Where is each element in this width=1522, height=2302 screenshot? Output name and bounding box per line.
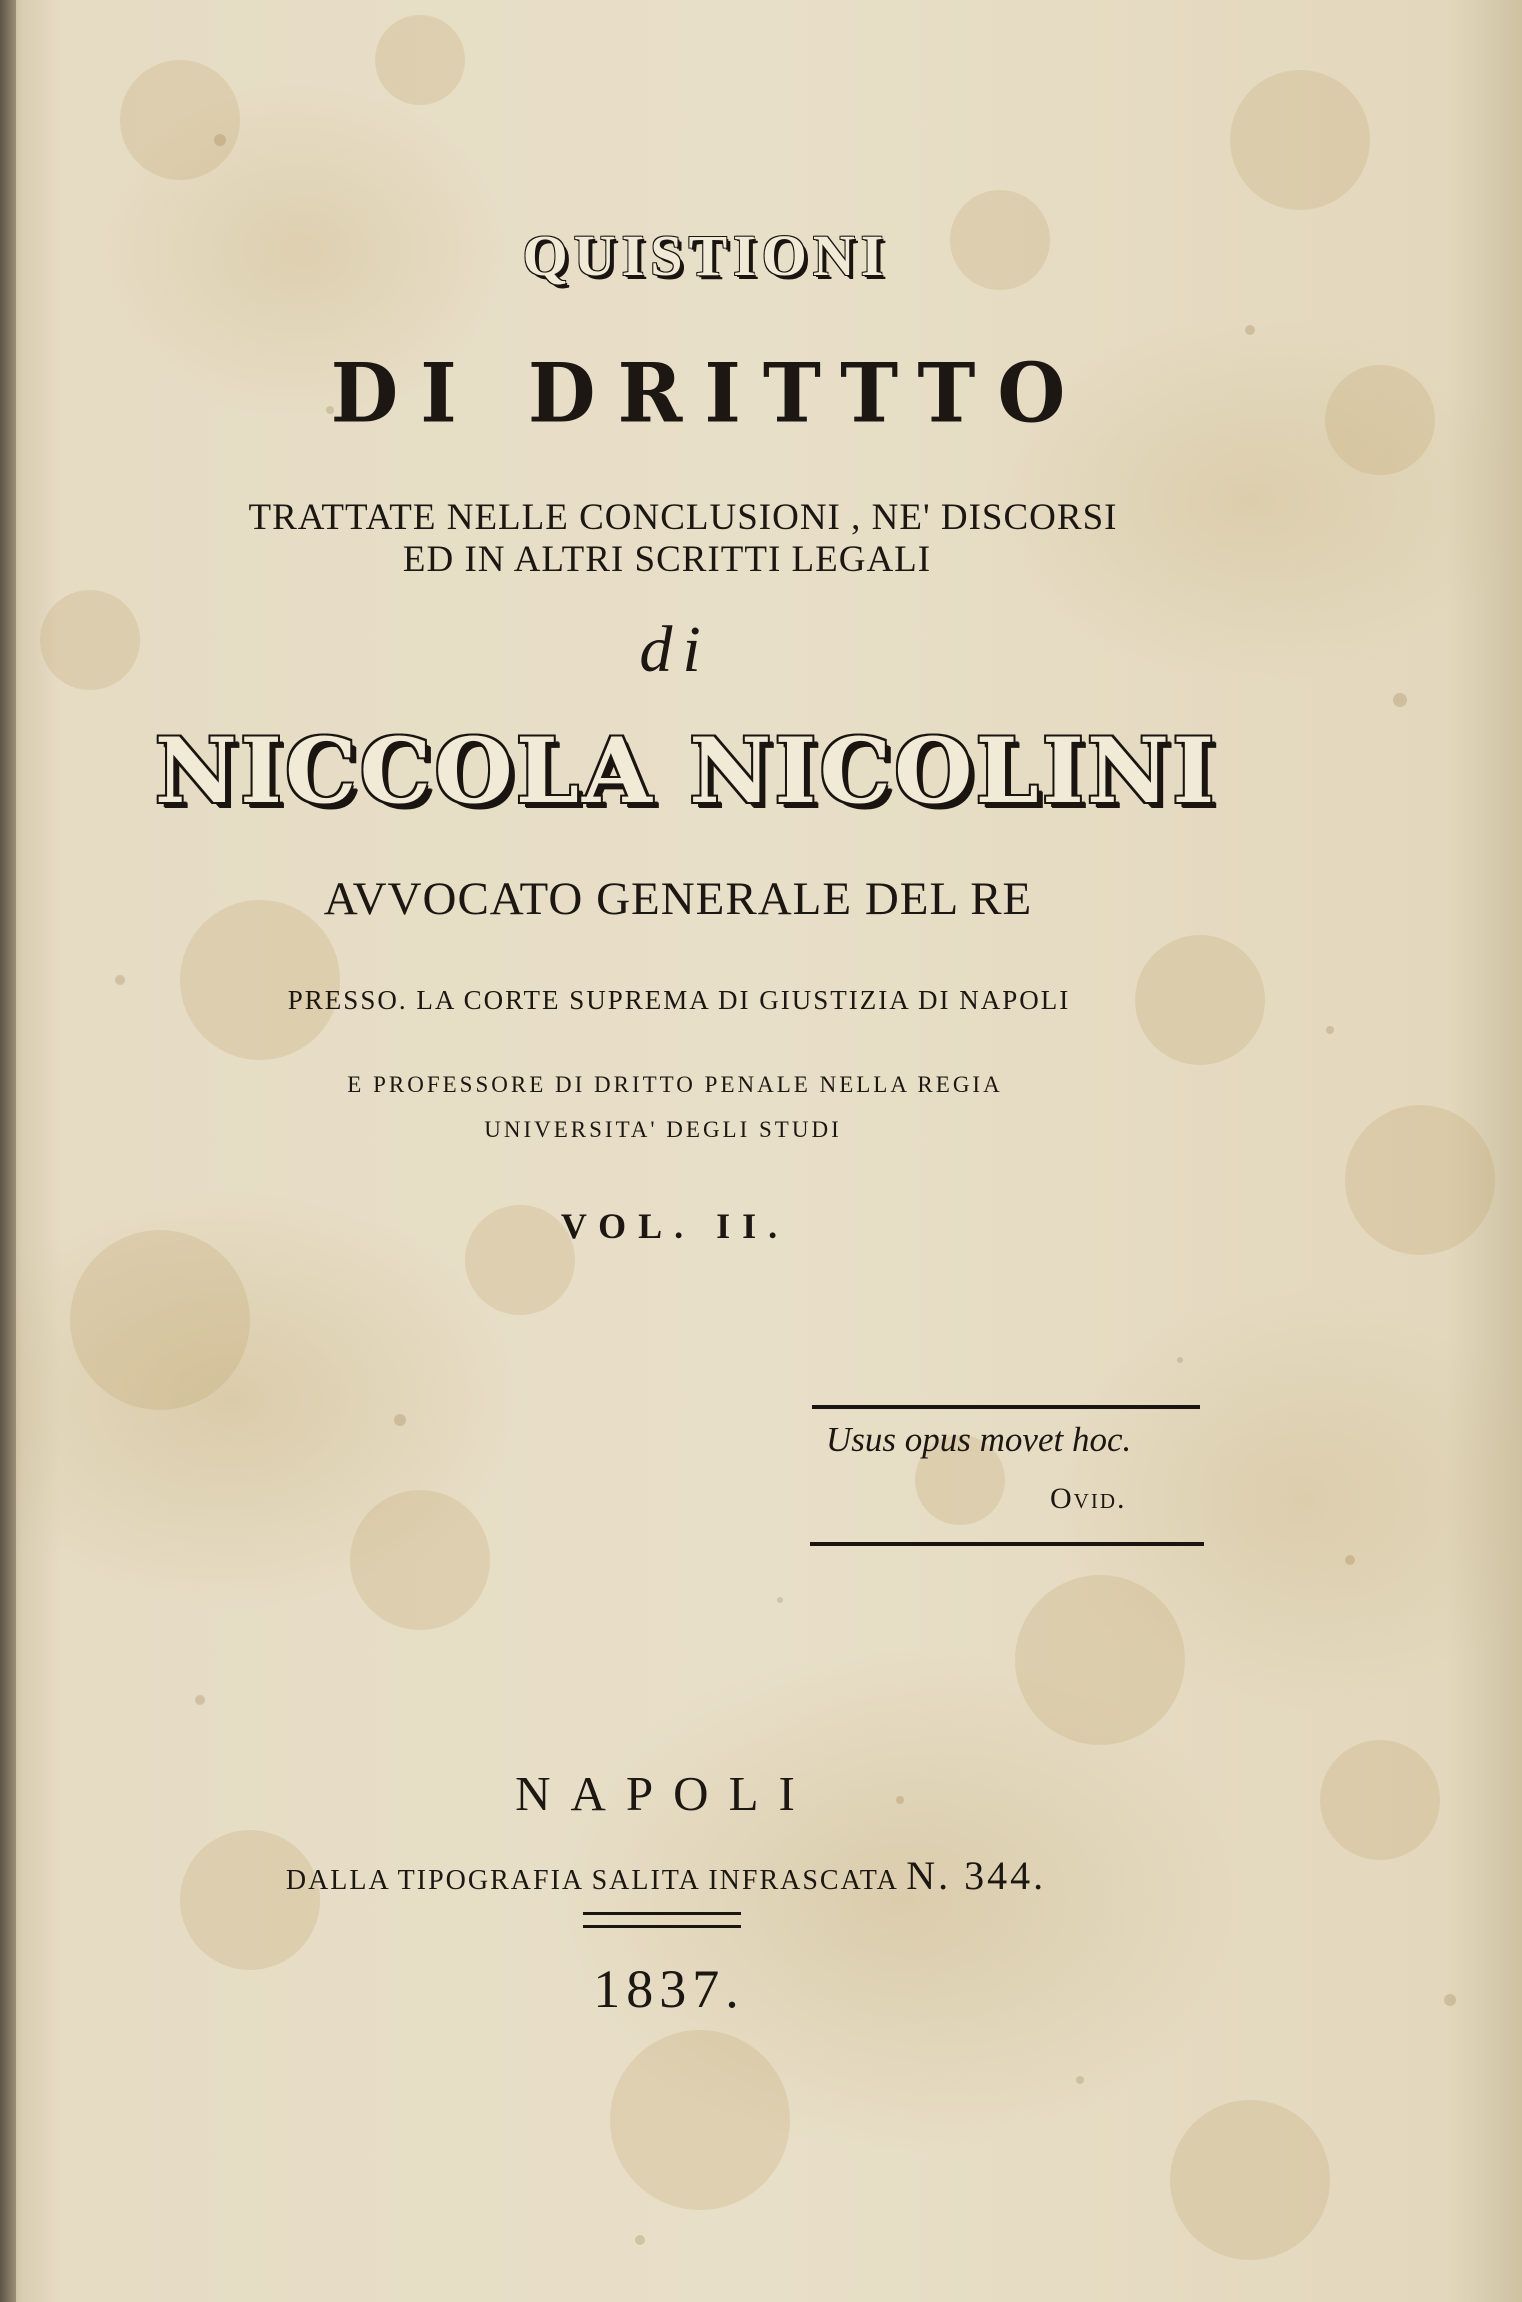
imprint-printer-line bbox=[0, 1852, 1427, 1899]
imprint-city: NAPOLI bbox=[515, 1766, 815, 1821]
subtitle-line-1: TRATTATE NELLE CONCLUSIONI , NE' DISCORSI bbox=[248, 497, 1118, 538]
double-rule-divider bbox=[583, 1912, 741, 1928]
imprint-number: N. 344. bbox=[906, 1853, 1047, 1898]
volume-number: VOL. II. bbox=[560, 1206, 790, 1246]
title-line-2: DI DRITTTO bbox=[330, 345, 1088, 442]
professorship-line-1: E PROFESSORE DI DRITTO PENALE NELLA REGIA bbox=[347, 1072, 1003, 1097]
title-line-1: QUISTIONI bbox=[522, 223, 890, 288]
epigraph-quote: Usus opus movet hoc. bbox=[826, 1420, 1132, 1459]
epigraph-rule-bottom bbox=[810, 1542, 1204, 1546]
imprint-year: 1837. bbox=[593, 1959, 745, 2019]
author-name: NICCOLA NICOLINI bbox=[154, 718, 1218, 824]
author-office: AVVOCATO GENERALE DEL RE bbox=[323, 873, 1033, 925]
subtitle-line-2: ED IN ALTRI SCRITTI LEGALI bbox=[402, 539, 932, 580]
by-word: di bbox=[639, 613, 711, 686]
author-court: PRESSO. LA CORTE SUPREMA DI GIUSTIZIA DI NAPOLI bbox=[287, 985, 1071, 1015]
epigraph-rule-top bbox=[812, 1405, 1200, 1409]
epigraph-source: Ovid. bbox=[1050, 1482, 1127, 1515]
professorship-line-2: UNIVERSITA' DEGLI STUDI bbox=[484, 1117, 842, 1142]
imprint-printer: DALLA TIPOGRAFIA SALITA INFRASCATA bbox=[285, 1865, 898, 1896]
